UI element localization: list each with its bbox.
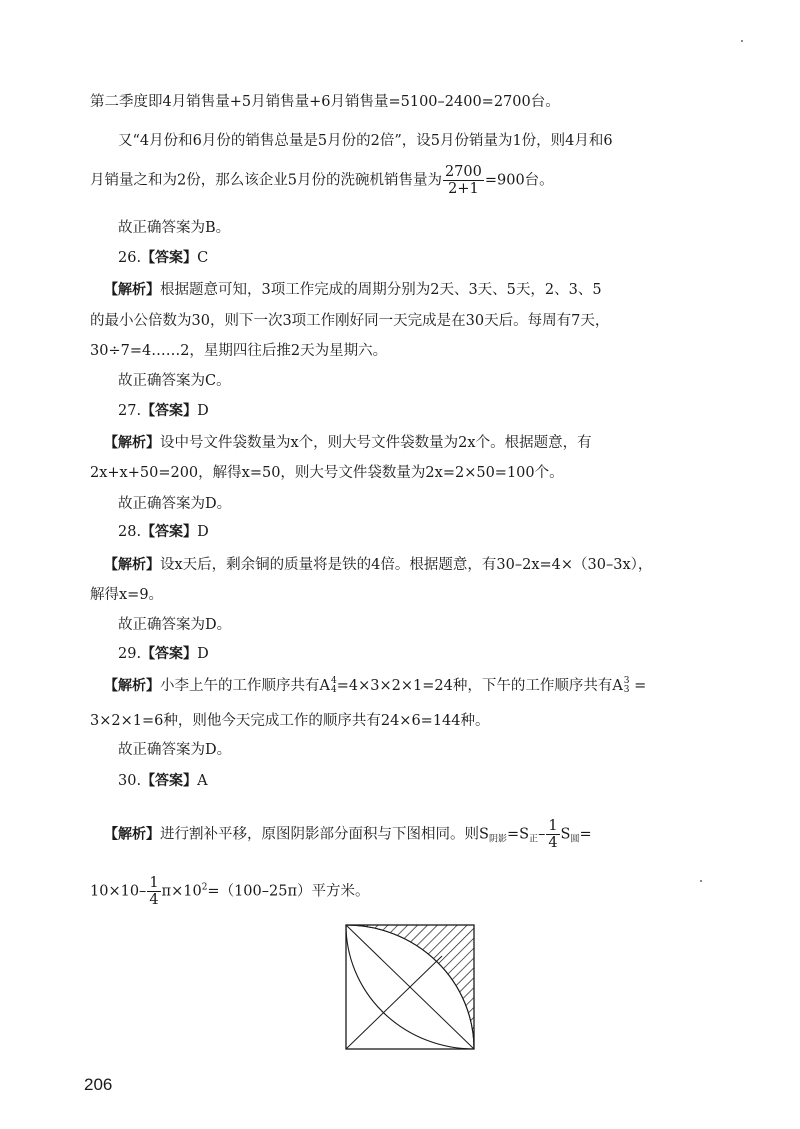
answer-line-29 (118, 644, 209, 664)
text-line: 又“4月份和6月份的销售总量是5月份的2倍”，设5月份销量为1份，则4月和6 (118, 133, 613, 149)
question-number: 27. (118, 403, 142, 419)
fraction (546, 818, 559, 851)
fraction (443, 164, 484, 197)
answer-tag: 【答案】 (141, 646, 198, 662)
scan-speck (700, 880, 702, 882)
text-line (104, 433, 592, 453)
text-span: 根据题意可知，3项工作完成的周期分别为2天、3天、5天，2、3、5 (160, 282, 602, 298)
text-line (104, 555, 652, 575)
text-span: 小李上午的工作顺序共有A (160, 678, 330, 694)
answer-value: D (197, 646, 209, 662)
text-span: 进行割补平移，原图阴影部分面积与下图相同。则S (160, 826, 489, 843)
text-line (104, 280, 602, 300)
text-line: 故正确答案为D。 (118, 742, 232, 758)
text-line (104, 818, 592, 851)
text-span: 设x天后，剩余铜的质量将是铁的4倍。根据题意，有30–2x=4×（30–3x）， (160, 557, 653, 573)
fraction-numerator: 1 (149, 875, 159, 891)
text-span: S (560, 826, 571, 843)
answer-line-27 (118, 401, 209, 421)
fraction-numerator: 1 (548, 818, 558, 834)
superscript: 3 (623, 676, 630, 686)
answer-line-28 (118, 522, 209, 542)
superscript: 2 (201, 882, 208, 893)
text-span: 10×10– (90, 883, 147, 900)
text-span: =S (506, 826, 530, 843)
answer-tag: 【答案】 (141, 403, 198, 419)
text-span: = (579, 826, 592, 843)
text-line: 的最小公倍数为30，则下一次3项工作刚好同一天完成是在30天后。每周有7天， (90, 313, 610, 329)
analysis-tag: 【解析】 (104, 282, 160, 298)
answer-tag: 【答案】 (141, 524, 198, 540)
answer-tag: 【答案】 (141, 250, 198, 266)
answer-value: D (197, 524, 209, 540)
text-span: =（100–25π）平方米。 (207, 883, 370, 900)
answer-tag: 【答案】 (141, 773, 198, 789)
superscript: 4 (330, 676, 337, 686)
subscript: 3 (623, 685, 630, 695)
answer-value: C (197, 250, 209, 266)
text-span: =900台。 (484, 172, 554, 189)
text-line (90, 875, 369, 908)
text-line: 3×2×1=6种，则他今天完成工作的顺序共有24×6=144种。 (90, 713, 490, 729)
subscript: 阴影 (488, 834, 507, 845)
geometry-figure (342, 921, 478, 1053)
subscript: 4 (330, 685, 337, 695)
question-number: 30. (118, 773, 142, 789)
diagonal-line (346, 956, 442, 1049)
question-number: 28. (118, 524, 142, 540)
analysis-tag: 【解析】 (104, 826, 160, 843)
answer-value: D (197, 403, 209, 419)
text-line: 故正确答案为D。 (118, 496, 232, 512)
text-line: 30÷7=4……2，星期四往后推2天为星期六。 (90, 343, 388, 359)
text-line: 故正确答案为C。 (118, 373, 231, 389)
text-span: 设中号文件袋数量为x个，则大号文件袋数量为2x个。根据题意，有 (160, 435, 592, 451)
fraction-denominator: 4 (548, 835, 558, 851)
question-number: 29. (118, 646, 142, 662)
answer-line-30 (118, 771, 208, 791)
text-line: 故正确答案为D。 (118, 617, 232, 633)
scan-speck (741, 40, 743, 42)
text-span: 月销量之和为2份，那么该企业5月份的洗碗机销售量为 (90, 172, 442, 189)
text-line: 第二季度即4月销售量+5月销售量+6月销售量=5100–2400=2700台。 (90, 94, 560, 110)
text-span: =4×3×2×1=24种，下午的工作顺序共有A (336, 678, 623, 694)
analysis-tag: 【解析】 (104, 678, 160, 694)
text-span: = (629, 678, 647, 694)
answer-line-26 (118, 248, 208, 268)
subscript: 正 (529, 834, 539, 845)
text-line (90, 164, 554, 197)
page-number: 206 (84, 1075, 113, 1094)
analysis-tag: 【解析】 (104, 435, 160, 451)
text-line (104, 676, 646, 696)
subscript: 圆 (570, 834, 580, 845)
fraction-denominator: 2+1 (448, 181, 479, 197)
fraction-numerator: 2700 (444, 164, 482, 180)
fraction-denominator: 4 (149, 892, 159, 908)
question-number: 26. (118, 250, 142, 266)
text-line: 2x+x+50=200，解得x=50，则大号文件袋数量为2x=2×50=100个。 (90, 465, 564, 481)
fraction (147, 875, 160, 908)
text-line: 故正确答案为B。 (118, 220, 231, 236)
text-line: 解得x=9。 (90, 587, 164, 603)
analysis-tag: 【解析】 (104, 557, 160, 573)
answer-value: A (197, 773, 208, 789)
text-span: π×10 (161, 883, 202, 900)
text-span: – (538, 826, 546, 843)
